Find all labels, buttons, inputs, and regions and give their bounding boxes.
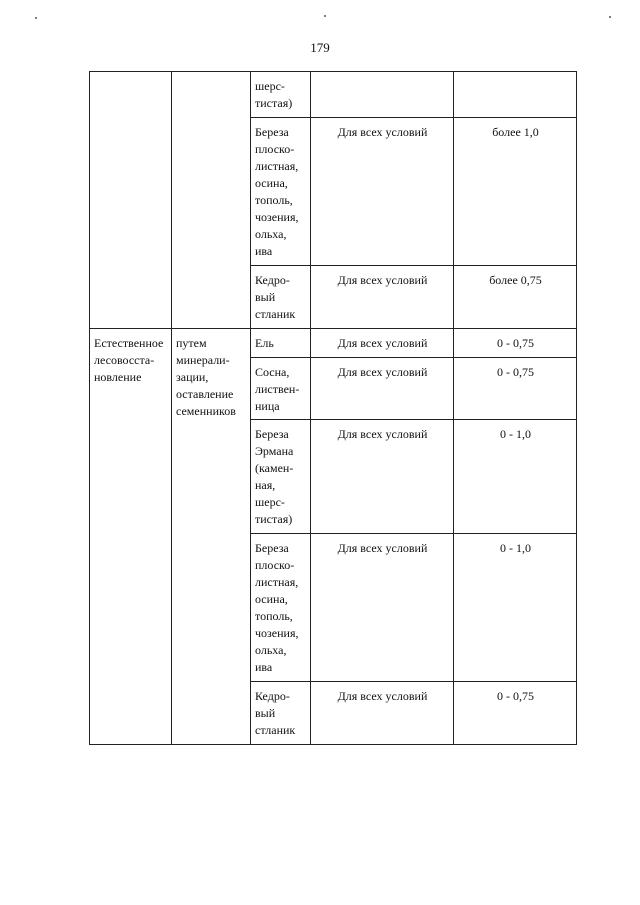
species-cell: Кедро- вый стланик [251, 682, 311, 745]
conditions-cell: Для всех условий [311, 534, 454, 682]
page-number: 179 [310, 40, 330, 55]
scan-speck-right [609, 16, 611, 18]
value-cell: 0 - 0,75 [454, 329, 577, 358]
species-cell: Береза плоско- листная, осина, тополь, чозения, ольха, ива [251, 534, 311, 682]
value-cell: 0 - 0,75 [454, 358, 577, 420]
method-cell: Естественное лесовосста- новление [90, 329, 172, 745]
table-row [90, 329, 577, 358]
conditions-cell: Для всех условий [311, 329, 454, 358]
technique-cell-empty [172, 72, 251, 329]
technique-cell: путем минерали- зации, оставление семенников [172, 329, 251, 745]
value-cell: 0 - 1,0 [454, 534, 577, 682]
scan-speck-center [324, 15, 326, 17]
value-cell: 0 - 1,0 [454, 420, 577, 534]
value-cell [454, 72, 577, 118]
conditions-cell: Для всех условий [311, 358, 454, 420]
value-cell: более 0,75 [454, 266, 577, 329]
table-row [90, 72, 577, 118]
value-cell: более 1,0 [454, 118, 577, 266]
conditions-cell: Для всех условий [311, 118, 454, 266]
conditions-cell: Для всех условий [311, 420, 454, 534]
conditions-cell: Для всех условий [311, 682, 454, 745]
species-cell: Ель [251, 329, 311, 358]
species-cell: Береза плоско- листная, осина, тополь, чозения, ольха, ива [251, 118, 311, 266]
species-cell: Кедро- вый стланик [251, 266, 311, 329]
species-cell: Береза Эрмана (камен- ная, шерс- тистая) [251, 420, 311, 534]
conditions-cell: Для всех условий [311, 266, 454, 329]
scan-speck-left [35, 17, 37, 19]
method-cell-empty [90, 72, 172, 329]
species-cell: шерс- тистая) [251, 72, 311, 118]
value-cell: 0 - 0,75 [454, 682, 577, 745]
species-cell: Сосна, листвен- ница [251, 358, 311, 420]
regeneration-table [89, 71, 577, 745]
conditions-cell [311, 72, 454, 118]
